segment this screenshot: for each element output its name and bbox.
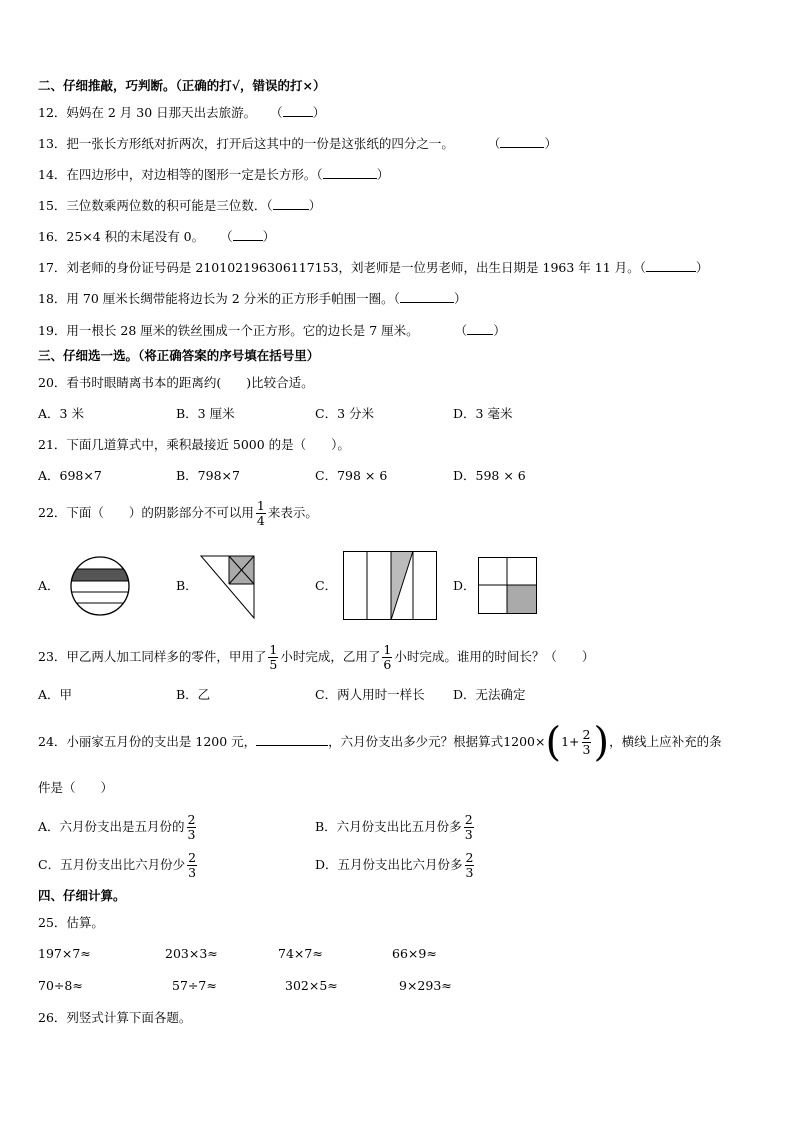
question-19: 19．用一根长 28 厘米的铁丝围成一个正方形。它的边长是 7 厘米。 （ ） — [38, 323, 506, 338]
question-16: 16．25×4 积的末尾没有 0。 （ ） — [38, 229, 276, 244]
estimate-item[interactable]: 9×293≈ — [399, 978, 452, 993]
option-a[interactable]: A．3 米 — [38, 406, 84, 421]
option-d[interactable]: D．598 × 6 — [453, 468, 526, 483]
question-21 — [38, 436, 350, 454]
option-c[interactable]: C．3 分米 — [315, 406, 374, 421]
option-c[interactable]: C．两人用时一样长 — [315, 687, 425, 702]
question-number: 12． — [38, 105, 67, 120]
question-text: 25×4 积的末尾没有 0。 — [66, 229, 205, 244]
figure-label-c[interactable]: C． — [315, 578, 338, 593]
question-text: 三位数乘两位数的积可能是三位数． — [66, 198, 267, 213]
answer-blank[interactable] — [323, 166, 377, 179]
answer-blank[interactable] — [283, 104, 313, 117]
fraction-two-thirds: $\frac{2}{3}$ — [465, 850, 474, 880]
fraction-one-fifth: $\frac{1}{5}$ — [269, 642, 278, 672]
question-number: 18． — [38, 291, 67, 306]
question-number: 15． — [38, 198, 67, 213]
option-d[interactable]: D．无法确定 — [453, 687, 526, 702]
right-paren: ) — [593, 719, 610, 766]
question-text: 在四边形中，对边相等的图形一定是长方形。 — [66, 167, 317, 182]
question-number: 20． — [38, 375, 67, 390]
estimate-item[interactable]: 203×3≈ — [165, 946, 218, 961]
estimate-item[interactable]: 70÷8≈ — [38, 978, 83, 993]
question-text: 列竖式计算下面各题。 — [66, 1010, 192, 1025]
section-3-title: 三、仔细选一选。（将正确答案的序号填在括号里） — [38, 348, 320, 363]
option-b[interactable]: B．六月份支出比五月份多 $\frac{2}{3}$ — [315, 812, 473, 842]
answer-blank[interactable] — [500, 135, 544, 148]
question-number: 21． — [38, 437, 67, 452]
section-4-title: 四、仔细计算。 — [38, 888, 126, 903]
fraction-two-thirds: $\frac{2}{3}$ — [188, 850, 197, 880]
option-b[interactable]: B．798×7 — [176, 468, 240, 483]
figure-c-rectangle — [343, 551, 438, 621]
question-number: 14． — [38, 167, 67, 182]
question-number: 26． — [38, 1010, 67, 1025]
question-18: 18．用 70 厘米长绸带能将边长为 2 分米的正方形手帕围一圈。（ ） — [38, 291, 467, 306]
question-17: 17．刘老师的身份证号码是 210102196306117153，刘老师是一位男老师，出生日期是 1963 年 11 月。（ ） — [38, 260, 709, 275]
answer-blank[interactable] — [467, 322, 493, 335]
fraction-two-thirds: $\frac{2}{3}$ — [187, 812, 196, 842]
question-15: 15．三位数乘两位数的积可能是三位数．（ ） — [38, 198, 322, 213]
left-paren: ( — [545, 719, 562, 766]
question-number: 17． — [38, 260, 67, 275]
question-20 — [38, 374, 314, 392]
figure-label-b[interactable]: B． — [176, 578, 198, 593]
question-text: 下面几道算式中，乘积最接近 5000 的是（ ）。 — [66, 437, 350, 452]
question-text: 把一张长方形纸对折两次，打开后这其中的一份是这张纸的四分之一。 — [66, 136, 454, 151]
figure-a-circle — [67, 556, 133, 616]
option-a[interactable]: A．六月份支出是五月份的 $\frac{2}{3}$ — [38, 812, 196, 842]
figure-label-d[interactable]: D． — [453, 578, 476, 593]
answer-blank[interactable] — [273, 197, 309, 210]
question-number: 13． — [38, 136, 67, 151]
question-number: 23． — [38, 649, 67, 664]
question-number: 25． — [38, 915, 67, 930]
question-text: 妈妈在 2 月 30 日那天出去旅游。 — [66, 105, 257, 120]
estimate-item[interactable]: 197×7≈ — [38, 946, 91, 961]
question-text: 刘老师的身份证号码是 210102196306117153，刘老师是一位男老师，出生日期是 1963 年 11 月。 — [66, 260, 640, 275]
fraction-two-thirds: $\frac{2}{3}$ — [464, 812, 473, 842]
figure-d-square — [478, 557, 538, 615]
fraction-two-thirds: $\frac{2}{3}$ — [582, 727, 591, 757]
question-26 — [38, 1009, 191, 1027]
section-2-title: 二、仔细推敲，巧判断。（正确的打√，错误的打×） — [38, 78, 326, 93]
question-22: 22．下面（ ）的阴影部分不可以用 $\frac{1}{4}$ 来表示。 — [38, 498, 318, 528]
condition-blank[interactable] — [256, 731, 328, 746]
estimate-item[interactable]: 57÷7≈ — [172, 978, 217, 993]
answer-blank[interactable] — [646, 259, 696, 272]
question-24: 24．小丽家五月份的支出是 1200 元， ，六月份支出多少元？根据算式1200×(1+ $\frac{2}{3}$ )，横线上应补充的条 — [38, 719, 722, 766]
question-number: 24． — [38, 734, 67, 749]
answer-blank[interactable] — [400, 290, 454, 303]
question-25 — [38, 914, 104, 932]
option-c[interactable]: C．798 × 6 — [315, 468, 388, 483]
question-number: 16． — [38, 229, 67, 244]
formula-1200: 1200× — [503, 734, 546, 749]
option-c[interactable]: C．五月份支出比六月份少 $\frac{2}{3}$ — [38, 850, 197, 880]
question-24-line2: 件是（ ） — [38, 780, 114, 795]
estimate-item[interactable]: 66×9≈ — [392, 946, 437, 961]
option-d[interactable]: D．3 毫米 — [453, 406, 513, 421]
question-14: 14．在四边形中，对边相等的图形一定是长方形。（ ） — [38, 167, 390, 182]
option-a[interactable]: A．甲 — [38, 687, 73, 702]
fraction-one-quarter: $\frac{1}{4}$ — [256, 498, 265, 528]
option-a[interactable]: A．698×7 — [38, 468, 102, 483]
figure-label-a[interactable]: A． — [38, 578, 60, 593]
question-text: 下面（ ）的阴影部分不可以用 — [66, 505, 254, 520]
option-b[interactable]: B．乙 — [176, 687, 211, 702]
option-d[interactable]: D．五月份支出比六月份多 $\frac{2}{3}$ — [315, 850, 474, 880]
option-b[interactable]: B．3 厘米 — [176, 406, 235, 421]
question-number: 22． — [38, 505, 67, 520]
question-text: 看书时眼睛离书本的距离约( )比较合适。 — [66, 375, 314, 390]
question-number: 19． — [38, 323, 67, 338]
answer-blank[interactable] — [233, 228, 263, 241]
question-12: 12．妈妈在 2 月 30 日那天出去旅游。 （ ） — [38, 105, 326, 120]
figure-b-triangle — [201, 556, 257, 620]
question-text: 估算。 — [66, 915, 104, 930]
fraction-one-sixth: $\frac{1}{6}$ — [383, 642, 392, 672]
question-text: 用一根长 28 厘米的铁丝围成一个正方形。它的边长是 7 厘米。 — [66, 323, 419, 338]
question-text: 用 70 厘米长绸带能将边长为 2 分米的正方形手帕围一圈。 — [66, 291, 394, 306]
question-23: 23．甲乙两人加工同样多的零件，甲用了 $\frac{1}{5}$ 小时完成，乙用了 $\frac{1}{6}$ 小时完成。谁用的时间长？（ ） — [38, 642, 595, 672]
estimate-item[interactable]: 74×7≈ — [278, 946, 323, 961]
question-13: 13．把一张长方形纸对折两次，打开后这其中的一份是这张纸的四分之一。 （ ） — [38, 136, 557, 151]
estimate-item[interactable]: 302×5≈ — [285, 978, 338, 993]
